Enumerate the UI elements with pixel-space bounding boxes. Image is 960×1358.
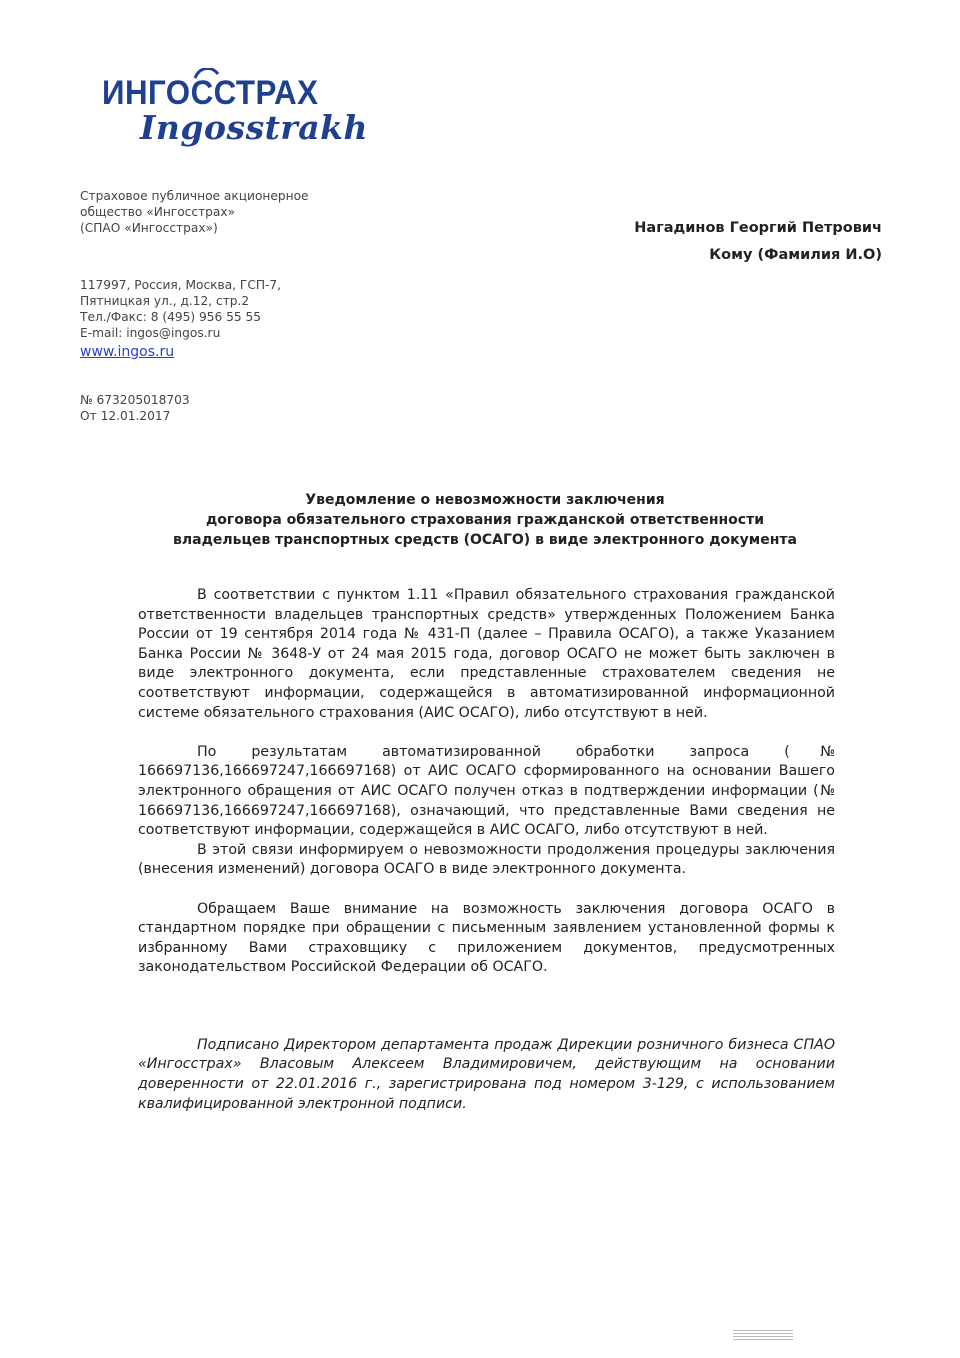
company-name-block [80,188,309,236]
website-link[interactable]: www.ingos.ru [80,344,175,360]
address-line: 117997, Россия, Москва, ГСП-7, [80,278,282,292]
letter-body [138,586,835,1114]
recipient-name: Нагадинов Георгий Петрович [634,220,882,236]
paragraph-notice: В этой связи информируем о невозможности продолжения процедуры заключения (внесения изменений) договора ОСАГО в виде электронного документа. [138,841,835,878]
company-line: общество «Ингосстрах» [80,205,236,219]
recipient-block [634,215,882,269]
signature-statement: Подписано Директором департамента продаж Дирекции розничного бизнеса СПАО «Ингосстрах» Власовым Алексеем Владимировичем, действующим на основании доверенности от 22.01.2016 г., зарегистрирована под номером 3-129, с использованием квалифицированной электронной подписи. [138,1036,835,1112]
phone-fax: Тел./Факс: 8 (495) 956 55 55 [80,310,262,324]
title-line: договора обязательного страхования гражданской ответственности [205,512,765,528]
company-line: Страховое публичное акционерное [80,189,309,203]
electronic-signature-stamp [733,1330,793,1344]
company-logo [100,68,370,163]
title-line: владельцев транспортных средств (ОСАГО) в виде электронного документа [173,532,797,548]
logo-brand-text: ИНГОССТРАХ [102,74,319,112]
document-date: От 12.01.2017 [80,409,171,423]
address-line: Пятницкая ул., д.12, стр.2 [80,294,250,308]
logo-script-text: Ingosstrakh [140,108,369,147]
document-number: № 673205018703 [80,393,190,407]
paragraph-results: По результатам автоматизированной обработки запроса (№ 166697136,166697247,166697168) от АИС ОСАГО сформированного на основании Вашего электронного обращения от АИС ОСАГО получен отказ в подтверждении информации (№ 166697136,166697247,166697168), означающий, что представленные Вами сведения не соответствуют информации, содержащейся в АИС ОСАГО, либо отсутствуют в ней. [138,743,835,839]
address-block [80,277,281,362]
paragraph-rules: В соответствии с пунктом 1.11 «Правил обязательного страхования гражданской ответственности владельцев транспортных средств» утвержденных Положением Банка России от 19 сентября 2014 года № 431-П (далее – Правила ОСАГО), а также Указанием Банка России № 3648-У от 24 мая 2015 года, договор ОСАГО не может быть заключен в виде электронного документа, если представленные страхователем сведения не соответствуют информации, содержащейся в автоматизированной информационной системе обязательного страхования (АИС ОСАГО), либо отсутствуют в ней. [138,587,835,721]
paragraph-attention: Обращаем Ваше внимание на возможность заключения договора ОСАГО в стандартном порядке при обращении с письменным заявлением установленной формы к избранному Вами страховщику с приложением документов, предусмотренных законодательством Российской Федерации об ОСАГО. [138,900,835,976]
title-line: Уведомление о невозможности заключения [305,492,665,508]
letter-title [140,490,830,550]
company-line: (СПАО «Ингосстрах») [80,221,218,235]
recipient-to: Кому (Фамилия И.О) [709,247,882,263]
email: E-mail: ingos@ingos.ru [80,326,221,340]
document-reference [80,392,190,424]
